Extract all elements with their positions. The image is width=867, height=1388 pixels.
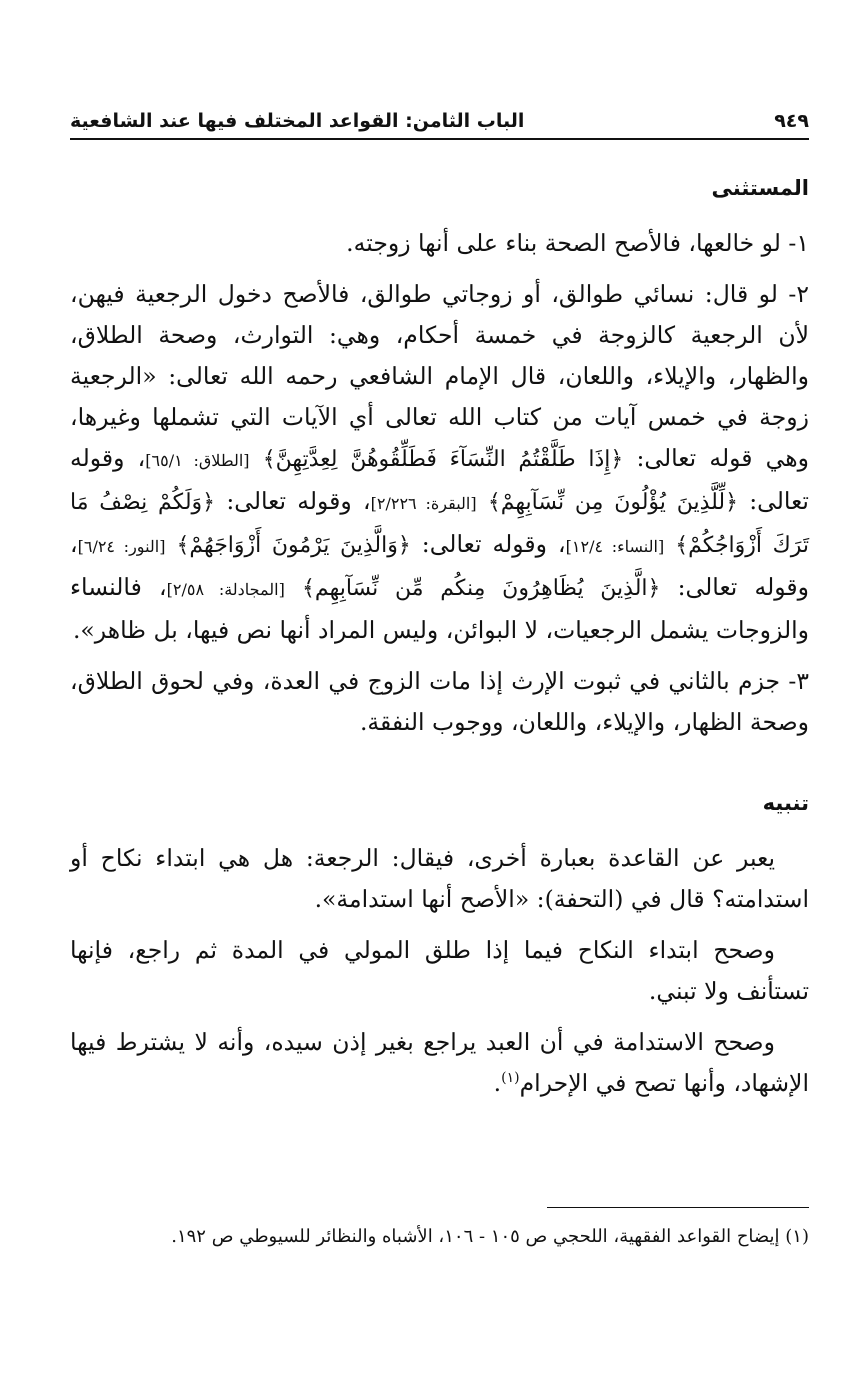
running-title: الباب الثامن: القواعد المختلف فيها عند الشافعية [70, 110, 525, 132]
item-2-intro: ٢- لو قال: نسائي طوالق، أو زوجاتي طوالق، فالأصح دخول الرجعية فيهن، لأن الرجعية كالزوجة في خمسة أحكام، وهي: التوارث، وصحة الطلاق، والظهار، والإيلاء، واللعان، قال الإمام الشافعي رحمه الله تعالى: «الرجعية زوجة في خمس آيات من كتاب الله تعالى أي الآيات التي تشملها وغيرها، وهي قوله تعالى: [70, 280, 809, 472]
exception-item-3: ٣- جزم بالثاني في ثبوت الإرث إذا مات الزوج في العدة، وفي لحوق الطلاق، وصحة الظهار، والإيلاء، واللعان، ووجوب النفقة. [70, 667, 809, 736]
connector-2: ، وقوله تعالى: [226, 487, 371, 515]
exception-item-2 [70, 274, 809, 651]
notice-paragraph-3-end: . [493, 1069, 502, 1097]
running-header [70, 98, 809, 132]
footnote: (١) إيضاح القواعد الفقهية، اللحجي ص ١٠٥ - ١٠٦، الأشباه والنظائر للسيوطي ص ١٩٢. [171, 1226, 809, 1247]
notice-paragraph-1: يعبر عن القاعدة بعبارة أخرى، فيقال: الرجعة: هل هي ابتداء نكاح أو استدامته؟ قال في (التحفة): «الأصح أنها استدامة». [70, 844, 809, 913]
quran-verse-1: ﴿إِذَا طَلَّقْتُمُ النِّسَآءَ فَطَلِّقُوهُنَّ لِعِدَّتِهِنَّ﴾ [262, 447, 624, 472]
connector-3: ، وقوله تعالى: [421, 530, 566, 558]
notice-paragraph-2: وصحح ابتداء النكاح فيما إذا طلق المولي في المدة ثم راجع، فإنها تستأنف ولا تبني. [70, 936, 809, 1005]
quran-verse-3: ﴿وَلَكُمْ نِصْفُ مَا تَرَكَ أَزْوَاجُكُمْ﴾ [70, 490, 809, 558]
notice-heading: تنبيه [762, 791, 809, 815]
verse-citation-5: [المجادلة: ٢/٥٨] [166, 580, 285, 599]
header-divider [70, 138, 809, 140]
quran-verse-2: ﴿لِّلَّذِينَ يُؤْلُونَ مِن نِّسَآبِهِمْ﴾ [487, 490, 738, 515]
footnote-divider [547, 1207, 809, 1208]
connector-1: ، وقوله تعالى: [70, 444, 809, 515]
verse-citation-4: [النور: ٦/٢٤] [77, 537, 166, 556]
notice-paragraph-3 [70, 1022, 809, 1104]
page-number: ٩٤٩ [774, 110, 809, 132]
exceptions-heading: المستثنى [711, 176, 809, 200]
footnote-reference: (١) [501, 1070, 520, 1087]
quran-verse-4: ﴿وَالَّذِينَ يَرْمُونَ أَزْوَاجَهُمْ﴾ [176, 533, 411, 558]
verse-citation-2: [البقرة: ٢/٢٢٦] [370, 494, 477, 513]
main-text [70, 160, 809, 1114]
exception-item-1: ١- لو خالعها، فالأصح الصحة بناء على أنها زوجته. [346, 229, 809, 257]
verse-citation-3: [النساء: ١٢/٤] [565, 537, 665, 556]
quran-verse-5: ﴿الَّذِينَ يُظَاهِرُونَ مِنكُم مِّن نِّسَآبِهِم﴾ [302, 576, 661, 601]
verse-citation-1: [الطلاق: ٦٥/١] [145, 451, 250, 470]
notice-paragraph-3-text: وصحح الاستدامة في أن العبد يراجع بغير إذن سيده، وأنه لا يشترط فيها الإشهاد، وأنها تصح في الإحرام [70, 1028, 809, 1097]
item-2-conclusion: ، فالنساء والزوجات يشمل الرجعيات، لا البوائن، وليس المراد أنها نص فيها، بل ظاهر». [70, 573, 809, 644]
connector-4: ، وقوله تعالى: [70, 530, 810, 601]
